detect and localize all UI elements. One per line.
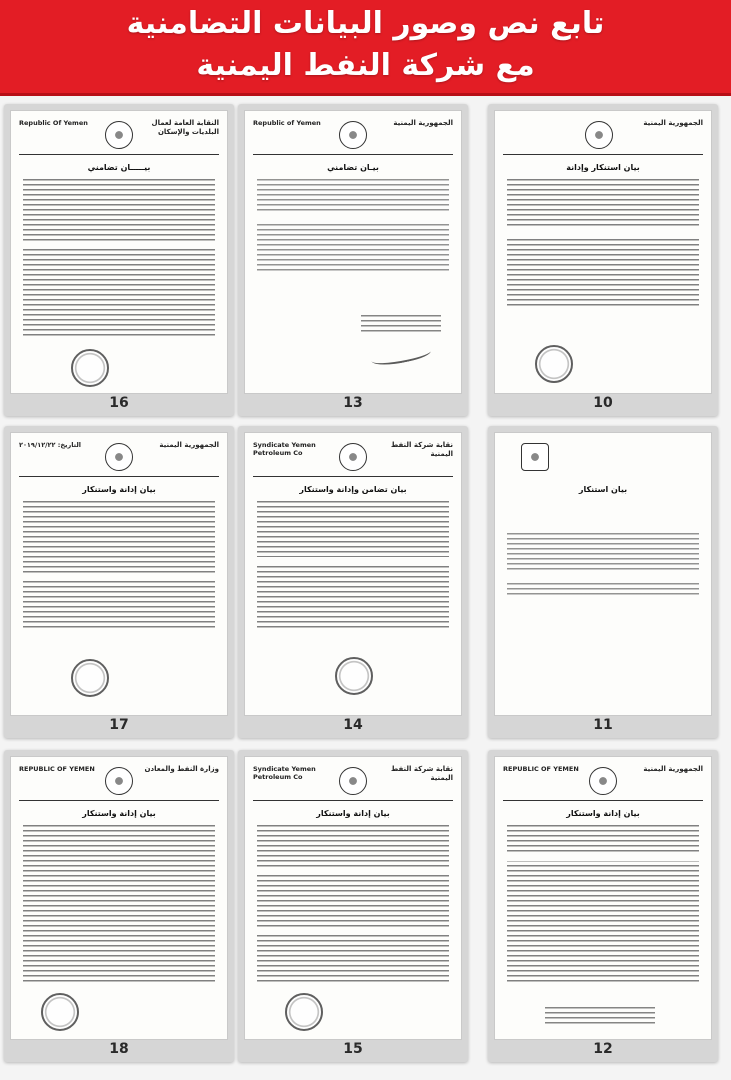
document-title: بيان إدانة واستنكار: [82, 809, 156, 818]
stamp-icon: [285, 993, 323, 1031]
letterhead-english: REPUBLIC OF YEMEN: [503, 765, 579, 773]
letterhead-arabic: الجمهورية اليمنية: [643, 119, 703, 127]
letterhead-date: التاريخ: ٢٠١٩/١٢/٢٢: [19, 441, 81, 449]
document-body: [257, 179, 449, 273]
document-number: 10: [593, 395, 613, 411]
document-number: 16: [109, 395, 129, 411]
signature-block: [545, 1007, 655, 1025]
letterhead-english: Syndicate Yemen Petroleum Co: [253, 441, 316, 457]
letterhead-arabic: وزارة النفط والمعادن: [144, 765, 219, 773]
logo-icon: [521, 443, 549, 471]
document-number: 13: [343, 395, 363, 411]
letterhead: [19, 765, 219, 801]
banner-title-line-2: مع شركة النفط اليمنية: [196, 48, 535, 83]
document-card[interactable]: [4, 750, 234, 1062]
letterhead: [503, 119, 703, 155]
letterhead-english: Republic Of Yemen: [19, 119, 88, 127]
document-page: [494, 432, 712, 716]
letterhead-arabic: نقابة شركة النفط اليمنية: [390, 765, 453, 782]
letterhead-arabic: النقابة العامة لعمال البلديات والإسكان: [151, 119, 219, 136]
letterhead: [503, 441, 703, 477]
document-page: [10, 110, 228, 394]
signature-block: [361, 315, 441, 333]
document-number: 12: [593, 1041, 613, 1057]
document-page: [494, 110, 712, 394]
document-number: 15: [343, 1041, 363, 1057]
letterhead: [19, 119, 219, 155]
document-body: [23, 825, 215, 983]
banner-title-line-1: تابع نص وصور البيانات التضامنية: [126, 6, 605, 41]
emblem-icon: [339, 121, 367, 149]
document-body: [257, 825, 449, 983]
document-title: بيان إدانة واستنكار: [316, 809, 390, 818]
document-title: بيان تضامن وإدانة واستنكار: [299, 485, 407, 494]
document-body: [507, 825, 699, 983]
stamp-icon: [335, 657, 373, 695]
document-body: [23, 501, 215, 631]
document-card[interactable]: [488, 750, 718, 1062]
documents-grid: [0, 96, 731, 1080]
emblem-icon: [589, 767, 617, 795]
letterhead-arabic: الجمهورية اليمنية: [393, 119, 453, 127]
document-number: 11: [593, 717, 613, 733]
document-card[interactable]: [238, 750, 468, 1062]
document-body: [257, 501, 449, 631]
document-card[interactable]: [238, 426, 468, 738]
letterhead: [253, 765, 453, 801]
document-page: [244, 756, 462, 1040]
document-page: [10, 756, 228, 1040]
emblem-icon: [105, 121, 133, 149]
document-page: [244, 432, 462, 716]
stamp-icon: [71, 349, 109, 387]
document-card[interactable]: [4, 426, 234, 738]
document-card[interactable]: [238, 104, 468, 416]
stamp-icon: [535, 345, 573, 383]
document-title: بيان استنكار وإدانة: [566, 163, 640, 172]
document-title: بيان إدانة واستنكار: [82, 485, 156, 494]
document-title: بيان استنكار: [578, 485, 628, 494]
letterhead-english: Republic of Yemen: [253, 119, 321, 127]
emblem-icon: [339, 443, 367, 471]
document-body: [23, 179, 215, 337]
document-page: [494, 756, 712, 1040]
document-title: بيـان تضامني: [327, 163, 379, 172]
document-card[interactable]: [4, 104, 234, 416]
document-card[interactable]: [488, 426, 718, 738]
letterhead: [19, 441, 219, 477]
document-title: بيان إدانة واستنكار: [566, 809, 640, 818]
document-title: بيـــــان تضامني: [87, 163, 151, 172]
letterhead-english: Syndicate Yemen Petroleum Co: [253, 765, 316, 781]
document-number: 18: [109, 1041, 129, 1057]
emblem-icon: [105, 767, 133, 795]
document-number: 17: [109, 717, 129, 733]
document-card[interactable]: [488, 104, 718, 416]
emblem-icon: [105, 443, 133, 471]
letterhead-english: REPUBLIC OF YEMEN: [19, 765, 95, 773]
letterhead-arabic: الجمهورية اليمنية: [643, 765, 703, 773]
letterhead: [253, 441, 453, 477]
letterhead-arabic: نقابة شركة النفط اليمنية: [390, 441, 453, 458]
stamp-icon: [71, 659, 109, 697]
document-page: [10, 432, 228, 716]
letterhead-arabic: الجمهورية اليمنية: [159, 441, 219, 449]
document-page: [244, 110, 462, 394]
emblem-icon: [339, 767, 367, 795]
letterhead: [253, 119, 453, 155]
document-body: [507, 533, 699, 595]
document-number: 14: [343, 717, 363, 733]
signature-icon: [370, 343, 432, 369]
header-banner: [0, 0, 731, 96]
document-body: [507, 179, 699, 309]
stamp-icon: [41, 993, 79, 1031]
emblem-icon: [585, 121, 613, 149]
letterhead: [503, 765, 703, 801]
